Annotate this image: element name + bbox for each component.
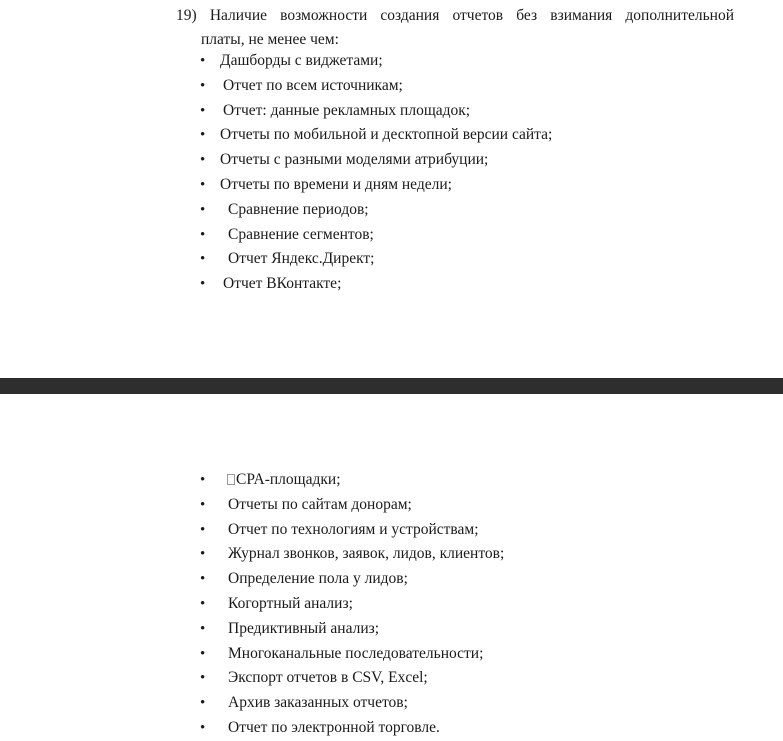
- list-item: • Определение пола у лидов;: [200, 567, 760, 592]
- item-19-line-1: [176, 4, 734, 28]
- bullet-icon: •: [200, 719, 206, 736]
- list-item: • Сравнение сегментов;: [200, 223, 760, 248]
- list-item: • Предиктивный анализ;: [200, 617, 760, 642]
- list-item: • CPA-площадки;: [200, 468, 760, 493]
- bullet-list-bottom: [200, 468, 760, 741]
- list-item: • Отчеты с разными моделями атрибуции;: [200, 148, 760, 173]
- list-item: • Отчеты по сайтам донорам;: [200, 493, 760, 518]
- item-19-line-2: платы, не менее чем:: [201, 31, 339, 48]
- missing-glyph-icon: [227, 474, 235, 485]
- bullet-icon: •: [200, 521, 206, 538]
- item-number: 19): [176, 7, 197, 24]
- bullet-icon: •: [200, 496, 206, 513]
- bullet-icon: •: [200, 251, 206, 268]
- bullet-icon: •: [200, 645, 206, 662]
- list-item: • Экспорт отчетов в CSV, Excel;: [200, 666, 760, 691]
- list-item: • Архив заказанных отчетов;: [200, 691, 760, 716]
- list-item: • Многоканальные последовательности;: [200, 642, 760, 667]
- bullet-list-top: [200, 49, 760, 297]
- bullet-icon: •: [200, 571, 206, 588]
- list-item: • Отчет по электронной торговле.: [200, 716, 760, 741]
- list-item: • Отчет: данные рекламных площадок;: [200, 99, 760, 124]
- bullet-icon: •: [200, 127, 206, 144]
- bullet-icon: •: [200, 595, 206, 612]
- list-item: • Сравнение периодов;: [200, 198, 760, 223]
- bullet-icon: •: [200, 53, 206, 69]
- list-item: • Журнал звонков, заявок, лидов, клиентов;: [200, 542, 760, 567]
- bullet-icon: •: [200, 77, 206, 94]
- list-item: • Отчет по всем источникам;: [200, 74, 760, 99]
- bullet-icon: •: [200, 620, 206, 637]
- bullet-icon: •: [200, 176, 206, 193]
- document-page-bottom: [0, 394, 783, 740]
- bullet-icon: •: [200, 276, 206, 293]
- bullet-icon: •: [200, 152, 206, 169]
- list-item: • Дашборды с виджетами;: [200, 49, 760, 74]
- list-item: • Отчеты по мобильной и десктопной версии сайта;: [200, 123, 760, 148]
- bullet-icon: •: [200, 472, 206, 488]
- item-19-text-1: Наличие возможности создания отчетов без взимания дополнительной: [209, 7, 735, 24]
- bullet-icon: •: [200, 695, 206, 712]
- list-item: • Отчет Яндекс.Директ;: [200, 247, 760, 272]
- bullet-icon: •: [200, 201, 206, 218]
- list-item: • Отчет по технологиям и устройствам;: [200, 518, 760, 543]
- item-19-heading: [176, 4, 734, 52]
- list-item: • Когортный анализ;: [200, 592, 760, 617]
- bullet-icon: •: [200, 546, 206, 563]
- bullet-icon: •: [200, 102, 206, 119]
- page-break-separator: [0, 378, 783, 394]
- bullet-icon: •: [200, 226, 206, 243]
- bullet-icon: •: [200, 670, 206, 687]
- list-item: • Отчет ВКонтакте;: [200, 272, 760, 297]
- list-item: • Отчеты по времени и дням недели;: [200, 173, 760, 198]
